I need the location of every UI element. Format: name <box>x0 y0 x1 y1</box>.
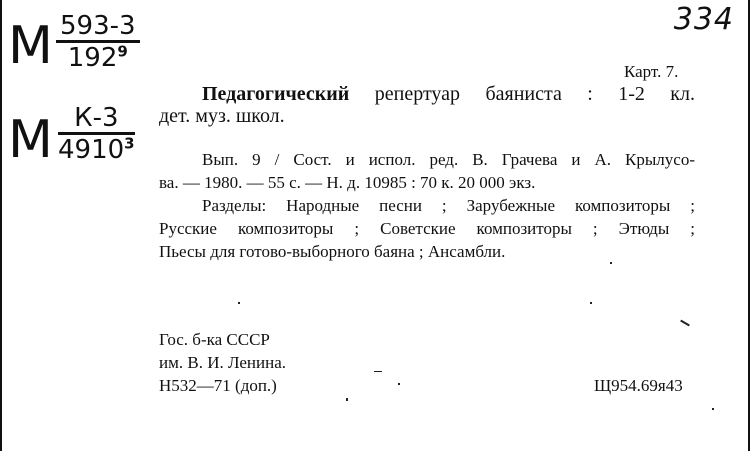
shelf-mark-denominator-2: 4910$^3$ <box>58 134 135 165</box>
inventory-number: 334 <box>673 2 734 37</box>
publication-line-1: Вып. 9 / Сост. и испол. ред. В. Грачева и А. Крылусо- <box>202 150 695 169</box>
shelf-mark-numerator-2: К-3 <box>58 104 135 135</box>
scan-speck <box>610 262 612 264</box>
title-line-1 <box>202 82 695 106</box>
shelf-mark-sup-2: 3 <box>124 134 135 153</box>
publication-line-2: ва. — 1980. — 55 с. — Н. д. 10985 : 70 к. 20 000 экз. <box>159 173 536 192</box>
contents-line-1: Разделы: Народные песни ; Зарубежные композиторы ; <box>202 196 695 215</box>
library-line-3: Н532—71 (доп.) <box>159 376 277 395</box>
shelf-mark-fraction-2 <box>58 104 135 165</box>
scan-speck <box>346 398 348 401</box>
scan-speck <box>590 302 592 304</box>
scan-speck <box>712 408 714 410</box>
shelf-mark-letter-1: М <box>8 16 51 76</box>
shelf-mark-denominator-1: $192^9$ <box>67 42 128 73</box>
classification-code: Щ954.69я43 <box>594 376 683 395</box>
title-bold: Педагогический <box>202 83 350 105</box>
title-rest: репертуар баяниста : 1-2 кл. <box>374 83 696 105</box>
scan-speck <box>398 383 400 385</box>
shelf-mark-numerator-1: 593-3 <box>56 12 140 43</box>
scan-speck <box>680 320 690 327</box>
card-number: Карт. 7. <box>624 62 679 81</box>
shelf-mark-fraction-1 <box>56 12 140 73</box>
shelf-mark-sup-1: 9 <box>117 42 128 61</box>
library-line-1: Гос. б-ка СССР <box>159 330 270 349</box>
scan-speck <box>238 302 240 304</box>
title-line-2: дет. муз. школ. <box>159 105 285 127</box>
scan-speck <box>374 371 382 372</box>
library-line-2: им. В. И. Ленина. <box>159 353 287 372</box>
contents-line-3: Пьесы для готово-выборного баяна ; Ансамбли. <box>159 242 506 261</box>
shelf-mark-letter-2: М <box>8 110 51 170</box>
contents-line-2: Русские композиторы ; Советские композиторы ; Этюды ; <box>159 219 695 238</box>
